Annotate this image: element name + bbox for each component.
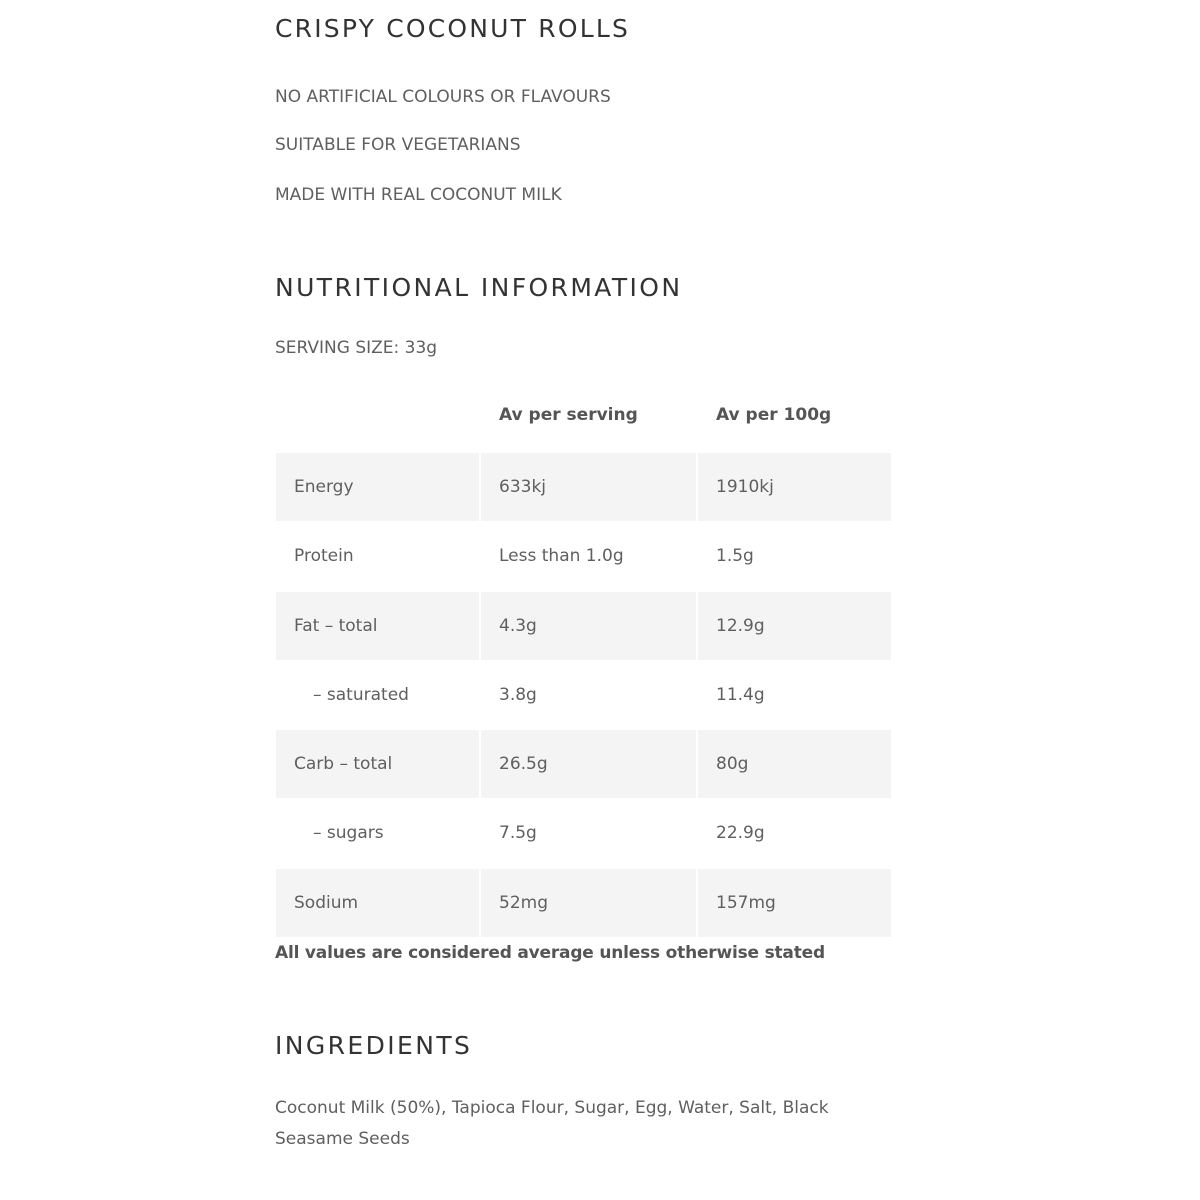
per-100g-value: 1910kj [698,453,891,521]
per-serving-value: 3.8g [499,684,537,705]
ingredients-heading: INGREDIENTS [275,1031,473,1060]
per-100g-value: 80g [698,730,891,798]
nutrition-table [276,453,891,938]
product-title: CRISPY COCONUT ROLLS [275,14,631,43]
nutrient-name: Energy [276,453,479,521]
per-serving-value: 7.5g [499,823,537,844]
table-row [276,869,891,937]
table-row [276,799,891,867]
column-header-per-100g: Av per 100g [716,405,832,425]
nutrient-name: Protein [294,546,354,567]
table-row [276,661,891,729]
per-100g-value: 1.5g [716,546,754,567]
per-serving-value: Less than 1.0g [499,546,624,567]
nutrient-name: – sugars [313,823,384,844]
table-row [276,453,891,521]
per-100g-value: 157mg [698,869,891,937]
claim-vegetarian: SUITABLE FOR VEGETARIANS [275,135,521,155]
per-serving-value: 633kj [481,453,696,521]
per-100g-value: 22.9g [716,823,765,844]
per-serving-value: 26.5g [481,730,696,798]
claim-coconut-milk: MADE WITH REAL COCONUT MILK [275,185,562,205]
nutrition-heading: NUTRITIONAL INFORMATION [275,273,683,302]
per-serving-value: 4.3g [481,592,696,660]
nutrient-name: Carb – total [276,730,479,798]
claim-no-artificial: NO ARTIFICIAL COLOURS OR FLAVOURS [275,87,611,107]
table-row [276,522,891,590]
nutrient-name: Sodium [276,869,479,937]
serving-size: SERVING SIZE: 33g [275,338,438,358]
table-row [276,592,891,660]
table-row [276,730,891,798]
per-100g-value: 12.9g [698,592,891,660]
nutrition-table-header [275,405,890,431]
per-serving-value: 52mg [481,869,696,937]
column-header-per-serving: Av per serving [499,405,638,425]
ingredients-list: Coconut Milk (50%), Tapioca Flour, Sugar, Egg, Water, Salt, Black Seasame Seeds [275,1098,829,1149]
per-100g-value: 11.4g [716,684,765,705]
table-footnote: All values are considered average unless otherwise stated [275,943,825,963]
nutrient-name: – saturated [313,684,409,705]
nutrient-name: Fat – total [276,592,479,660]
